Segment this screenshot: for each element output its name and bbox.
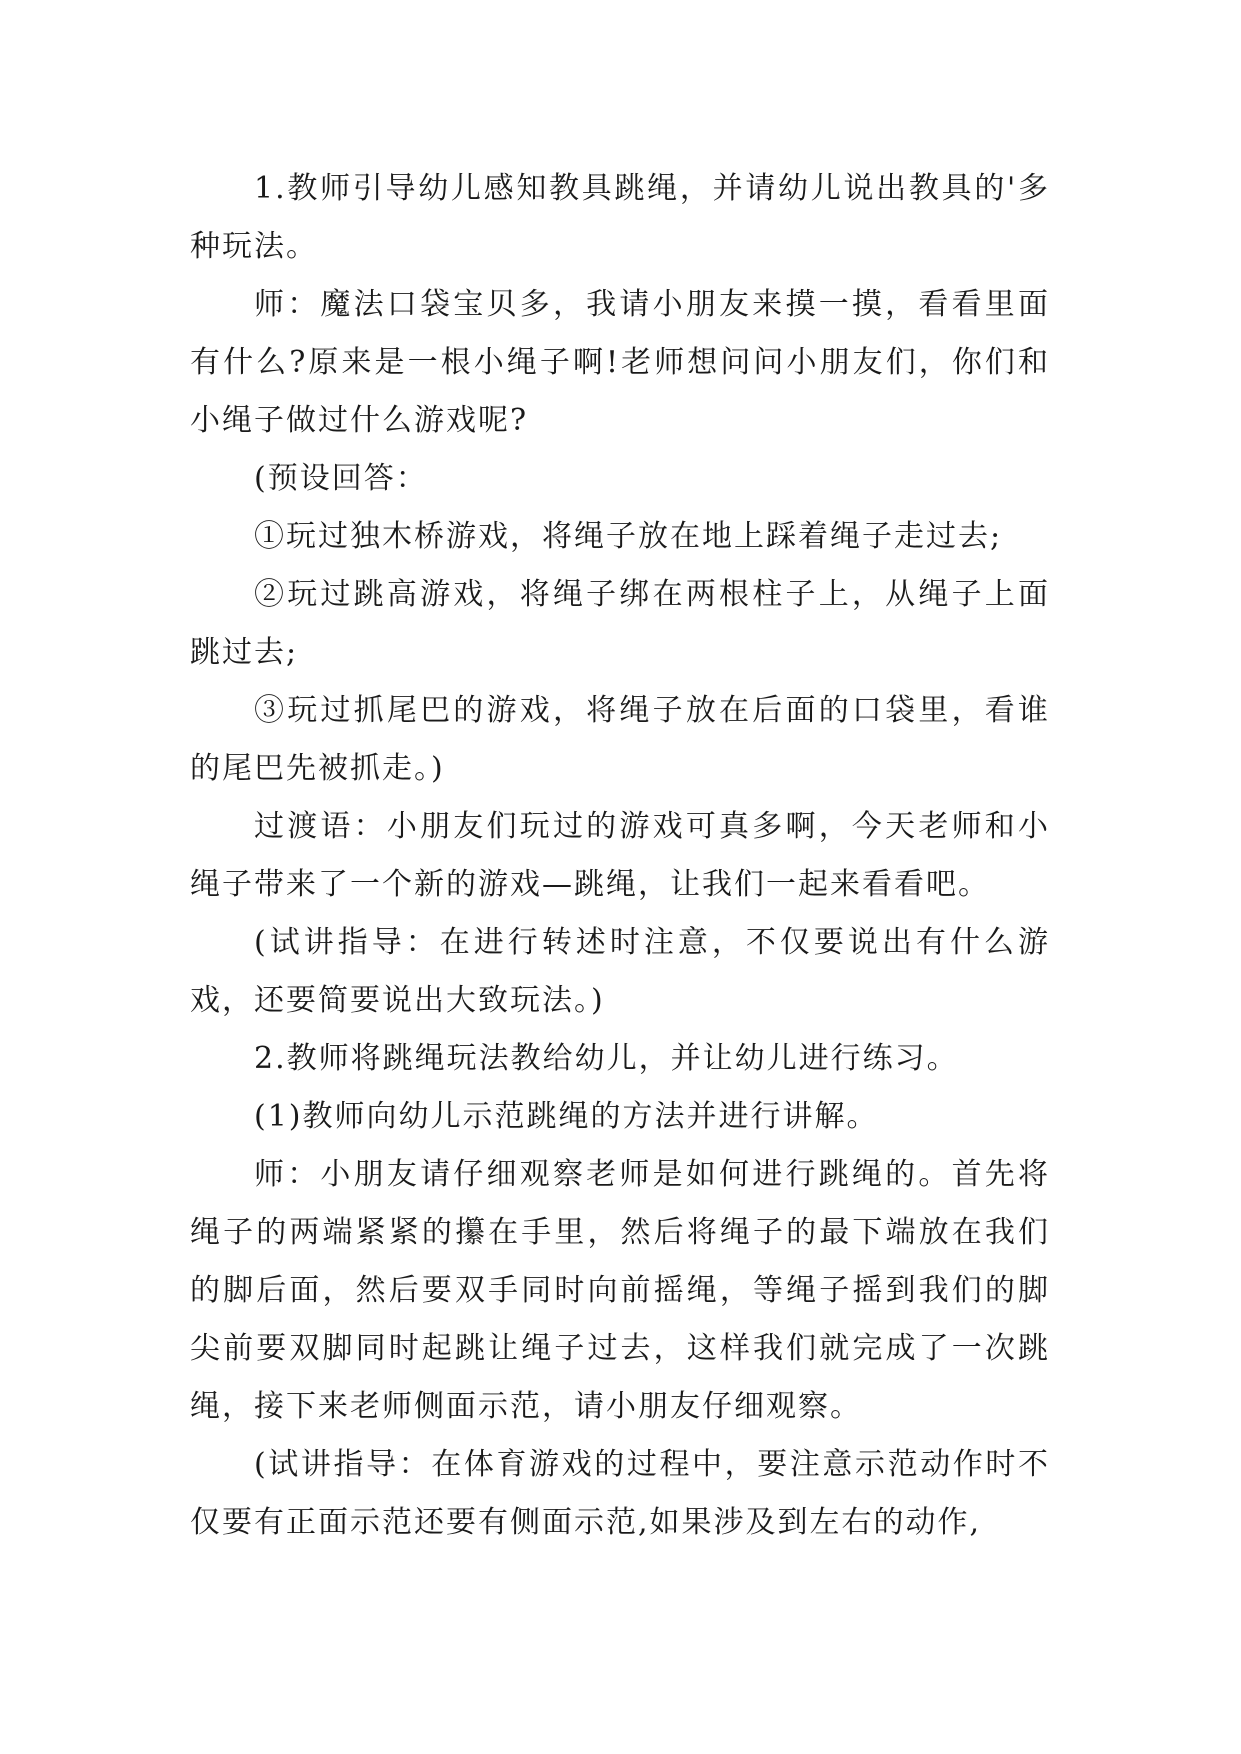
paragraph-answer-1: ①玩过独木桥游戏，将绳子放在地上踩着绳子走过去; bbox=[254, 519, 1003, 554]
paragraph-preset-answer-intro: (预设回答： bbox=[254, 461, 428, 496]
paragraph-answer-3: ③玩过抓尾巴的游戏，将绳子放在后面的口袋里，看谁的尾巴先被抓走。) bbox=[190, 693, 1050, 786]
paragraph-guidance-2: (试讲指导：在体育游戏的过程中，要注意示范动作时不仅要有正面示范还要有侧面示范,如果涉及到左右的动作, bbox=[190, 1447, 1050, 1540]
paragraph-transition: 过渡语：小朋友们玩过的游戏可真多啊，今天老师和小绳子带来了一个新的游戏—跳绳，让我们一起来看看吧。 bbox=[190, 809, 1050, 902]
paragraph-step-1: 1.教师引导幼儿感知教具跳绳，并请幼儿说出教具的'多种玩法。 bbox=[190, 171, 1050, 264]
paragraph-teacher-demo: 师：小朋友请仔细观察老师是如何进行跳绳的。首先将绳子的两端紧紧的攥在手里，然后将绳子的最下端放在我们的脚后面，然后要双手同时向前摇绳，等绳子摇到我们的脚尖前要双脚同时起跳让绳子过去，这样我们就完成了一次跳绳，接下来老师侧面示范，请小朋友仔细观察。 bbox=[190, 1157, 1050, 1424]
paragraph-step-2: 2.教师将跳绳玩法教给幼儿，并让幼儿进行练习。 bbox=[254, 1041, 959, 1076]
paragraph-substep-1: (1)教师向幼儿示范跳绳的方法并进行讲解。 bbox=[254, 1099, 879, 1134]
paragraph-guidance-1: (试讲指导：在进行转述时注意，不仅要说出有什么游戏，还要简要说出大致玩法。) bbox=[190, 925, 1050, 1018]
document-body bbox=[190, 160, 1050, 1552]
paragraph-teacher-question: 师：魔法口袋宝贝多，我请小朋友来摸一摸，看看里面有什么?原来是一根小绳子啊!老师想问问小朋友们，你们和小绳子做过什么游戏呢? bbox=[190, 287, 1050, 438]
paragraph-answer-2: ②玩过跳高游戏，将绳子绑在两根柱子上，从绳子上面跳过去; bbox=[190, 577, 1050, 670]
